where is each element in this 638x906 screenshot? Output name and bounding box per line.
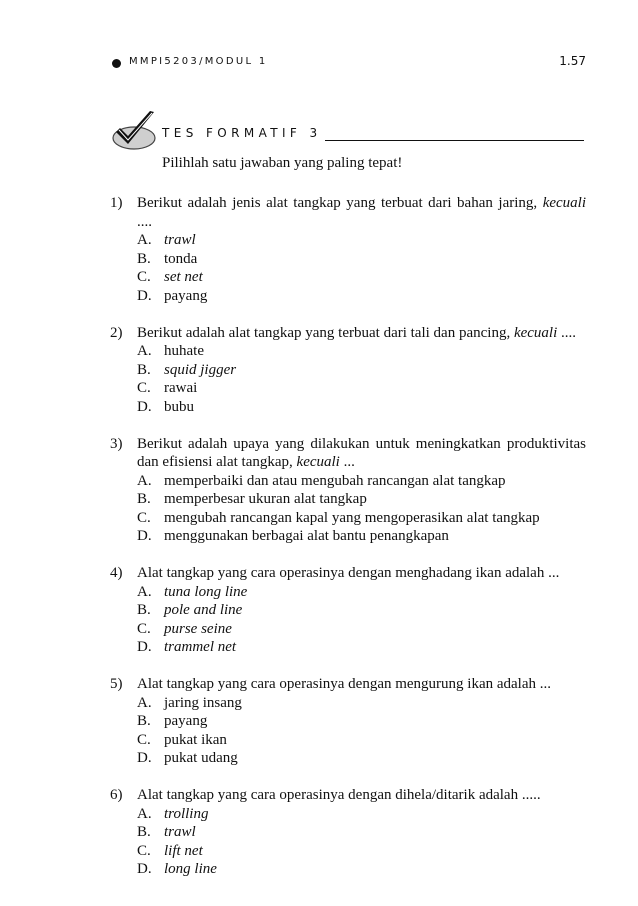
option-text: pukat ikan bbox=[164, 731, 227, 748]
option-letter: C. bbox=[137, 731, 151, 748]
option-text: long line bbox=[164, 861, 217, 877]
option-letter: B. bbox=[137, 713, 151, 729]
answer-option bbox=[110, 823, 586, 842]
question-number: 6) bbox=[110, 787, 123, 803]
option-letter: D. bbox=[137, 528, 152, 544]
option-letter: D. bbox=[137, 861, 152, 877]
answer-option bbox=[110, 638, 586, 657]
option-letter: A. bbox=[137, 232, 152, 248]
option-text: set net bbox=[164, 269, 203, 285]
option-letter: C. bbox=[137, 620, 151, 637]
option-text: tuna long line bbox=[164, 583, 248, 600]
question-stem-row bbox=[110, 194, 586, 231]
option-letter: C. bbox=[137, 269, 151, 285]
answer-option bbox=[110, 731, 586, 750]
answer-option bbox=[110, 694, 586, 713]
answer-option bbox=[110, 231, 586, 250]
option-letter: C. bbox=[137, 509, 151, 526]
option-text: mengubah rancangan kapal yang mengoperasikan alat tangkap bbox=[164, 509, 540, 526]
question-text-segment: kecuali bbox=[542, 195, 586, 211]
answer-option bbox=[110, 805, 586, 824]
option-text: memperbesar ukuran alat tangkap bbox=[164, 491, 367, 507]
option-letter: D. bbox=[137, 398, 152, 415]
question-number: 5) bbox=[110, 676, 123, 692]
option-letter: A. bbox=[137, 805, 152, 822]
option-letter: B. bbox=[137, 824, 151, 840]
answer-option bbox=[110, 583, 586, 602]
page-header bbox=[112, 54, 586, 74]
option-text: payang bbox=[164, 287, 208, 304]
question-number: 1) bbox=[110, 195, 123, 211]
option-text: pukat udang bbox=[164, 750, 238, 766]
answer-option bbox=[110, 620, 586, 639]
question-text-segment: .... bbox=[137, 213, 152, 230]
option-letter: A. bbox=[137, 343, 152, 359]
question-text-segment: Alat tangkap yang cara operasinya dengan dihela/ditarik adalah ..... bbox=[137, 787, 541, 803]
option-text: rawai bbox=[164, 380, 198, 396]
page-number: 1.57 bbox=[559, 54, 586, 68]
option-letter: C. bbox=[137, 842, 151, 859]
question-text-segment: Berikut adalah jenis alat tangkap yang terbuat dari bahan jaring, bbox=[137, 195, 543, 211]
question-text bbox=[137, 194, 586, 231]
question-list bbox=[110, 194, 586, 897]
option-text: trawl bbox=[164, 824, 196, 840]
option-text: tonda bbox=[164, 250, 198, 267]
question-number: 2) bbox=[110, 324, 123, 341]
question-number: 4) bbox=[110, 565, 123, 581]
question-1 bbox=[110, 194, 586, 305]
question-stem-row bbox=[110, 786, 586, 805]
option-text: jaring insang bbox=[164, 694, 242, 711]
option-letter: D. bbox=[137, 750, 152, 766]
answer-option bbox=[110, 398, 586, 417]
question-number: 3) bbox=[110, 435, 123, 452]
answer-option bbox=[110, 287, 586, 306]
option-letter: B. bbox=[137, 361, 151, 378]
answer-option bbox=[110, 342, 586, 361]
question-text-segment: ... bbox=[339, 454, 355, 470]
option-text: purse seine bbox=[164, 620, 232, 637]
answer-option bbox=[110, 361, 586, 380]
option-text: bubu bbox=[164, 398, 194, 415]
option-letter: B. bbox=[137, 602, 151, 618]
option-text: menggunakan berbagai alat bantu penangkapan bbox=[164, 528, 449, 544]
question-6 bbox=[110, 786, 586, 879]
title-rule bbox=[325, 140, 584, 141]
question-stem-row bbox=[110, 675, 586, 694]
answer-option bbox=[110, 860, 586, 879]
option-letter: B. bbox=[137, 250, 151, 267]
question-text-segment: Berikut adalah upaya yang dilakukan untuk meningkatkan produktivitas dan efisiensi alat tangkap, bbox=[137, 435, 586, 470]
option-letter: B. bbox=[137, 491, 151, 507]
question-text-segment: Alat tangkap yang cara operasinya dengan menghadang ikan adalah ... bbox=[137, 565, 560, 581]
question-text bbox=[137, 675, 586, 694]
option-letter: A. bbox=[137, 472, 152, 489]
section-title: TES FORMATIF 3 bbox=[162, 126, 322, 140]
answer-option bbox=[110, 527, 586, 546]
question-stem-row bbox=[110, 435, 586, 472]
option-letter: D. bbox=[137, 639, 152, 655]
question-5 bbox=[110, 675, 586, 768]
option-letter: D. bbox=[137, 287, 152, 304]
option-text: memperbaiki dan atau mengubah rancangan alat tangkap bbox=[164, 472, 506, 489]
option-text: pole and line bbox=[164, 602, 243, 618]
question-text-segment: .... bbox=[557, 324, 577, 341]
option-letter: C. bbox=[137, 380, 151, 396]
option-text: squid jigger bbox=[164, 361, 237, 378]
answer-option bbox=[110, 250, 586, 269]
answer-option bbox=[110, 749, 586, 768]
option-text: lift net bbox=[164, 842, 203, 859]
answer-option bbox=[110, 379, 586, 398]
answer-option bbox=[110, 490, 586, 509]
answer-option bbox=[110, 712, 586, 731]
option-text: huhate bbox=[164, 343, 204, 359]
bullet-icon bbox=[112, 59, 121, 68]
question-text-segment: kecuali bbox=[296, 454, 340, 470]
option-letter: A. bbox=[137, 694, 152, 711]
question-2 bbox=[110, 324, 586, 417]
answer-option bbox=[110, 509, 586, 528]
question-text-segment: Berikut adalah alat tangkap yang terbuat dari tali dan pancing, bbox=[137, 324, 514, 341]
module-code: MMPI5203/MODUL 1 bbox=[129, 56, 268, 67]
question-stem-row bbox=[110, 324, 586, 343]
answer-option bbox=[110, 268, 586, 287]
question-4 bbox=[110, 564, 586, 657]
option-text: payang bbox=[164, 713, 208, 729]
question-text bbox=[137, 324, 586, 343]
question-text bbox=[137, 564, 586, 583]
checkmark-icon bbox=[110, 108, 158, 152]
answer-option bbox=[110, 601, 586, 620]
question-text-segment: Alat tangkap yang cara operasinya dengan mengurung ikan adalah ... bbox=[137, 676, 552, 692]
question-text-segment: kecuali bbox=[513, 324, 558, 341]
answer-option bbox=[110, 472, 586, 491]
question-stem-row bbox=[110, 564, 586, 583]
option-text: trammel net bbox=[164, 639, 237, 655]
option-text: trolling bbox=[164, 805, 209, 822]
answer-option bbox=[110, 842, 586, 861]
question-3 bbox=[110, 435, 586, 546]
option-text: trawl bbox=[164, 232, 196, 248]
question-text bbox=[137, 786, 586, 805]
option-letter: A. bbox=[137, 583, 152, 600]
question-text bbox=[137, 435, 586, 472]
instruction-text: Pilihlah satu jawaban yang paling tepat! bbox=[162, 155, 403, 171]
